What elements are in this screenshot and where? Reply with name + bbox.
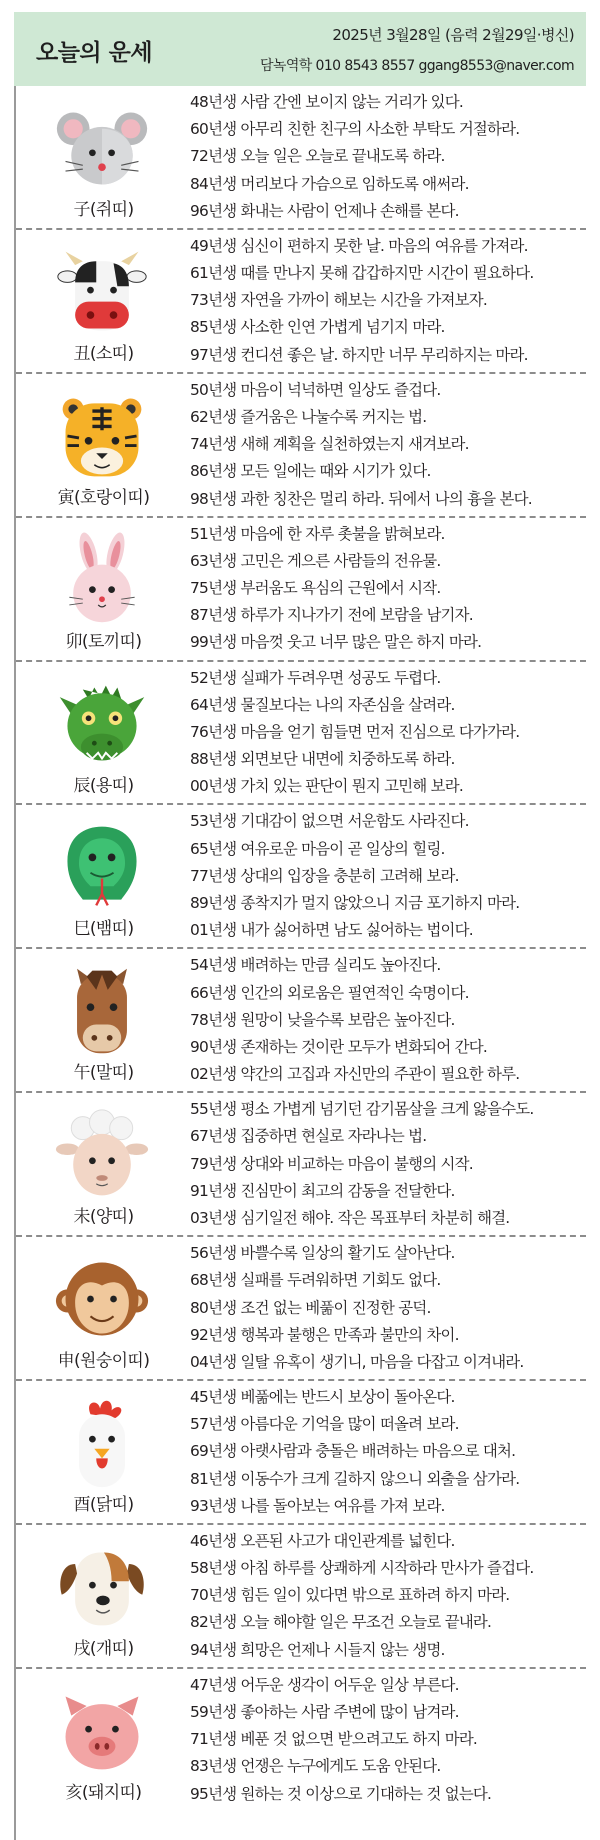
animal-cell [16,518,176,660]
fortune-line: 51년생 마음에 한 자루 촛불을 밝혀보라. [190,524,445,543]
fortune-line: 92년생 행복과 불행은 만족과 불만의 차이. [190,1325,459,1344]
fortune-line: 49년생 심신이 편하지 못한 날. 마음의 여유를 가져라. [190,236,528,255]
zodiac-list [16,86,586,1813]
fortune-line: 04년생 일탈 유혹이 생기니, 마음을 다잡고 이겨내라. [190,1352,524,1371]
zodiac-row-tiger [16,374,586,518]
zodiac-row-sheep [16,1093,586,1237]
fortune-line: 45년생 베풂에는 반드시 보상이 돌아온다. [190,1388,455,1407]
fortune-line: 98년생 과한 칭찬은 멀리 하라. 뒤에서 나의 흉을 본다. [190,489,532,508]
rooster-icon [54,1395,150,1491]
fortune-line: 46년생 오픈된 사고가 대인관계를 넓힌다. [190,1531,455,1550]
fortune-lines [190,1672,582,1808]
animal-cell [16,805,176,947]
fortune-line: 65년생 여유로운 마음이 곧 일상의 힐링. [190,839,445,858]
fortune-line: 57년생 아름다운 기억을 많이 떠올려 보라. [190,1415,459,1434]
fortune-line: 59년생 좋아하는 사람 주변에 많이 남겨라. [190,1702,459,1721]
animal-cell [16,86,176,228]
fortune-line: 99년생 마음껏 웃고 너무 많은 말은 하지 마라. [190,633,482,652]
fortune-line: 62년생 즐거움은 나눌수록 커지는 법. [190,407,427,426]
animal-cell [16,230,176,372]
fortune-line: 97년생 컨디션 좋은 날. 하지만 너무 무리하지는 마라. [190,345,528,364]
fortune-line: 88년생 외면보단 내면에 치중하도록 하라. [190,750,455,769]
fortune-line: 91년생 진심만이 최고의 감동을 전달한다. [190,1181,455,1200]
fortune-line: 73년생 자연을 가까이 해보는 시간을 가져보자. [190,291,488,310]
fortune-line: 87년생 하루가 지나가기 전에 보람을 남기자. [190,606,473,625]
animal-cell [16,1525,176,1667]
zodiac-label: 寅(호랑이띠) [57,487,150,508]
fortune-line: 96년생 화내는 사람이 언제나 손해를 본다. [190,201,459,220]
ox-icon [54,244,150,340]
fortune-line: 67년생 집중하면 현실로 자라나는 법. [190,1127,427,1146]
fortune-line: 84년생 머리보다 가슴으로 임하도록 애써라. [190,174,469,193]
date-line: 2025년 3월28일 (음력 2월29일·병신) [332,26,574,44]
pig-icon [54,1683,150,1779]
zodiac-row-rooster [16,1381,586,1525]
fortune-lines [190,521,582,657]
monkey-icon [54,1251,150,1347]
animal-cell [16,1237,176,1379]
fortune-lines [190,1384,582,1520]
zodiac-label: 亥(돼지띠) [65,1782,142,1803]
zodiac-label: 午(말띠) [73,1063,134,1084]
fortune-line: 95년생 원하는 것 이상으로 기대하는 것 없는다. [190,1784,492,1803]
rat-icon [54,100,150,196]
snake-icon [54,819,150,915]
page-title: 오늘의 운세 [36,40,153,66]
fortune-line: 93년생 나를 돌아보는 여유를 가져 보라. [190,1496,445,1515]
fortune-line: 74년생 새해 계획을 실천하였는지 새겨보라. [190,435,469,454]
zodiac-row-horse [16,949,586,1093]
fortune-line: 76년생 마음을 얻기 힘들면 먼저 진심으로 다가가라. [190,722,520,741]
dog-icon [54,1539,150,1635]
zodiac-label: 酉(닭띠) [73,1495,134,1516]
fortune-line: 63년생 고민은 게으른 사람들의 전유물. [190,551,441,570]
fortune-line: 00년생 가치 있는 판단이 뭔지 고민해 보라. [190,777,463,796]
fortune-line: 78년생 원망이 낮을수록 보람은 높아진다. [190,1010,455,1029]
fortune-line: 64년생 물질보다는 나의 자존심을 살려라. [190,695,455,714]
fortune-lines [190,233,582,369]
zodiac-row-dragon [16,662,586,806]
animal-cell [16,1669,176,1813]
dragon-icon [54,676,150,772]
fortune-line: 55년생 평소 가볍게 넘기던 감기몸살을 크게 앓을수도. [190,1100,534,1119]
fortune-line: 90년생 존재하는 것이란 모두가 변화되어 간다. [190,1037,488,1056]
fortune-line: 50년생 마음이 넉넉하면 일상도 즐겁다. [190,380,441,399]
fortune-line: 48년생 사람 간엔 보이지 않는 거리가 있다. [190,93,463,111]
zodiac-label: 戌(개띠) [73,1638,134,1659]
fortune-lines [190,1240,582,1376]
horse-icon [54,963,150,1059]
fortune-lines [190,665,582,801]
animal-cell [16,374,176,516]
animal-cell [16,1093,176,1235]
fortune-lines [190,377,582,513]
fortune-line: 94년생 희망은 언제나 시들지 않는 생명. [190,1640,445,1659]
zodiac-label: 未(양띠) [73,1207,134,1228]
zodiac-row-rat [16,86,586,230]
fortune-line: 47년생 어두운 생각이 어두운 일상 부른다. [190,1675,459,1694]
zodiac-row-ox [16,230,586,374]
animal-cell [16,662,176,804]
fortune-line: 86년생 모든 일에는 때와 시기가 있다. [190,462,431,481]
zodiac-label: 申(원숭이띠) [57,1351,150,1372]
zodiac-label: 丑(소띠) [73,343,134,364]
fortune-line: 01년생 내가 싫어하면 남도 싫어하는 법이다. [190,921,473,940]
fortune-line: 82년생 오늘 해야할 일은 무조건 오늘로 끝내라. [190,1613,492,1632]
animal-cell [16,1381,176,1523]
fortune-line: 83년생 언쟁은 누구에게도 도움 안된다. [190,1757,441,1776]
fortune-line: 53년생 기대감이 없으면 서운함도 사라진다. [190,812,469,831]
zodiac-row-monkey [16,1237,586,1381]
fortune-line: 52년생 실패가 두려우면 성공도 두렵다. [190,668,441,687]
fortune-line: 54년생 배려하는 만큼 실리도 높아진다. [190,956,441,975]
fortune-line: 58년생 아침 하루를 상쾌하게 시작하라 만사가 즐겁다. [190,1559,534,1578]
fortune-line: 60년생 아무리 친한 친구의 사소한 부탁도 거절하라. [190,120,520,139]
fortune-line: 85년생 사소한 인연 가볍게 넘기지 마라. [190,318,445,337]
zodiac-row-dog [16,1525,586,1669]
fortune-line: 81년생 이동수가 크게 길하지 않으니 외출을 삼가라. [190,1469,520,1488]
fortune-line: 89년생 종착지가 멀지 않았으니 지금 포기하지 마라. [190,894,520,913]
animal-cell [16,949,176,1091]
fortune-line: 72년생 오늘 일은 오늘로 끝내도록 하라. [190,147,445,166]
rabbit-icon [54,532,150,628]
zodiac-label: 巳(뱀띠) [73,919,134,940]
fortune-lines [190,1528,582,1664]
zodiac-row-snake [16,805,586,949]
fortune-line: 77년생 상대의 입장을 충분히 고려해 보라. [190,866,459,885]
header-banner [14,12,586,86]
zodiac-label: 卯(토끼띠) [65,631,142,652]
tiger-icon [54,388,150,484]
fortune-line: 68년생 실패를 두려워하면 기회도 없다. [190,1271,441,1290]
zodiac-label: 辰(용띠) [73,775,134,796]
fortune-line: 79년생 상대와 비교하는 마음이 불행의 시작. [190,1154,473,1173]
fortune-line: 71년생 베푼 것 없으면 받으려고도 하지 마라. [190,1730,478,1749]
fortune-lines [190,89,582,225]
fortune-line: 69년생 아랫사람과 충돌은 배려하는 마음으로 대처. [190,1442,516,1461]
fortune-line: 61년생 때를 만나지 못해 갑갑하지만 시간이 필요하다. [190,264,534,283]
fortune-lines [190,1096,582,1232]
fortune-line: 75년생 부러움도 욕심의 근원에서 시작. [190,579,441,598]
zodiac-row-pig [16,1669,586,1813]
zodiac-label: 子(쥐띠) [73,200,134,220]
zodiac-row-rabbit [16,518,586,662]
fortune-line: 02년생 약간의 고집과 자신만의 주관이 필요한 하루. [190,1065,520,1084]
fortune-line: 80년생 조건 없는 베풂이 진정한 공덕. [190,1298,431,1317]
fortune-lines [190,808,582,944]
fortune-lines [190,952,582,1088]
contact-line: 담녹역학 010 8543 8557 ggang8553@naver.com [260,58,574,74]
sheep-icon [54,1107,150,1203]
fortune-line: 66년생 인간의 외로움은 필연적인 숙명이다. [190,983,469,1002]
fortune-line: 03년생 심기일전 해야. 작은 목표부터 차분히 해결. [190,1208,510,1227]
fortune-line: 70년생 힘든 일이 있다면 밖으로 표하려 하지 마라. [190,1586,510,1605]
fortune-line: 56년생 바쁠수록 일상의 활기도 살아난다. [190,1244,455,1263]
